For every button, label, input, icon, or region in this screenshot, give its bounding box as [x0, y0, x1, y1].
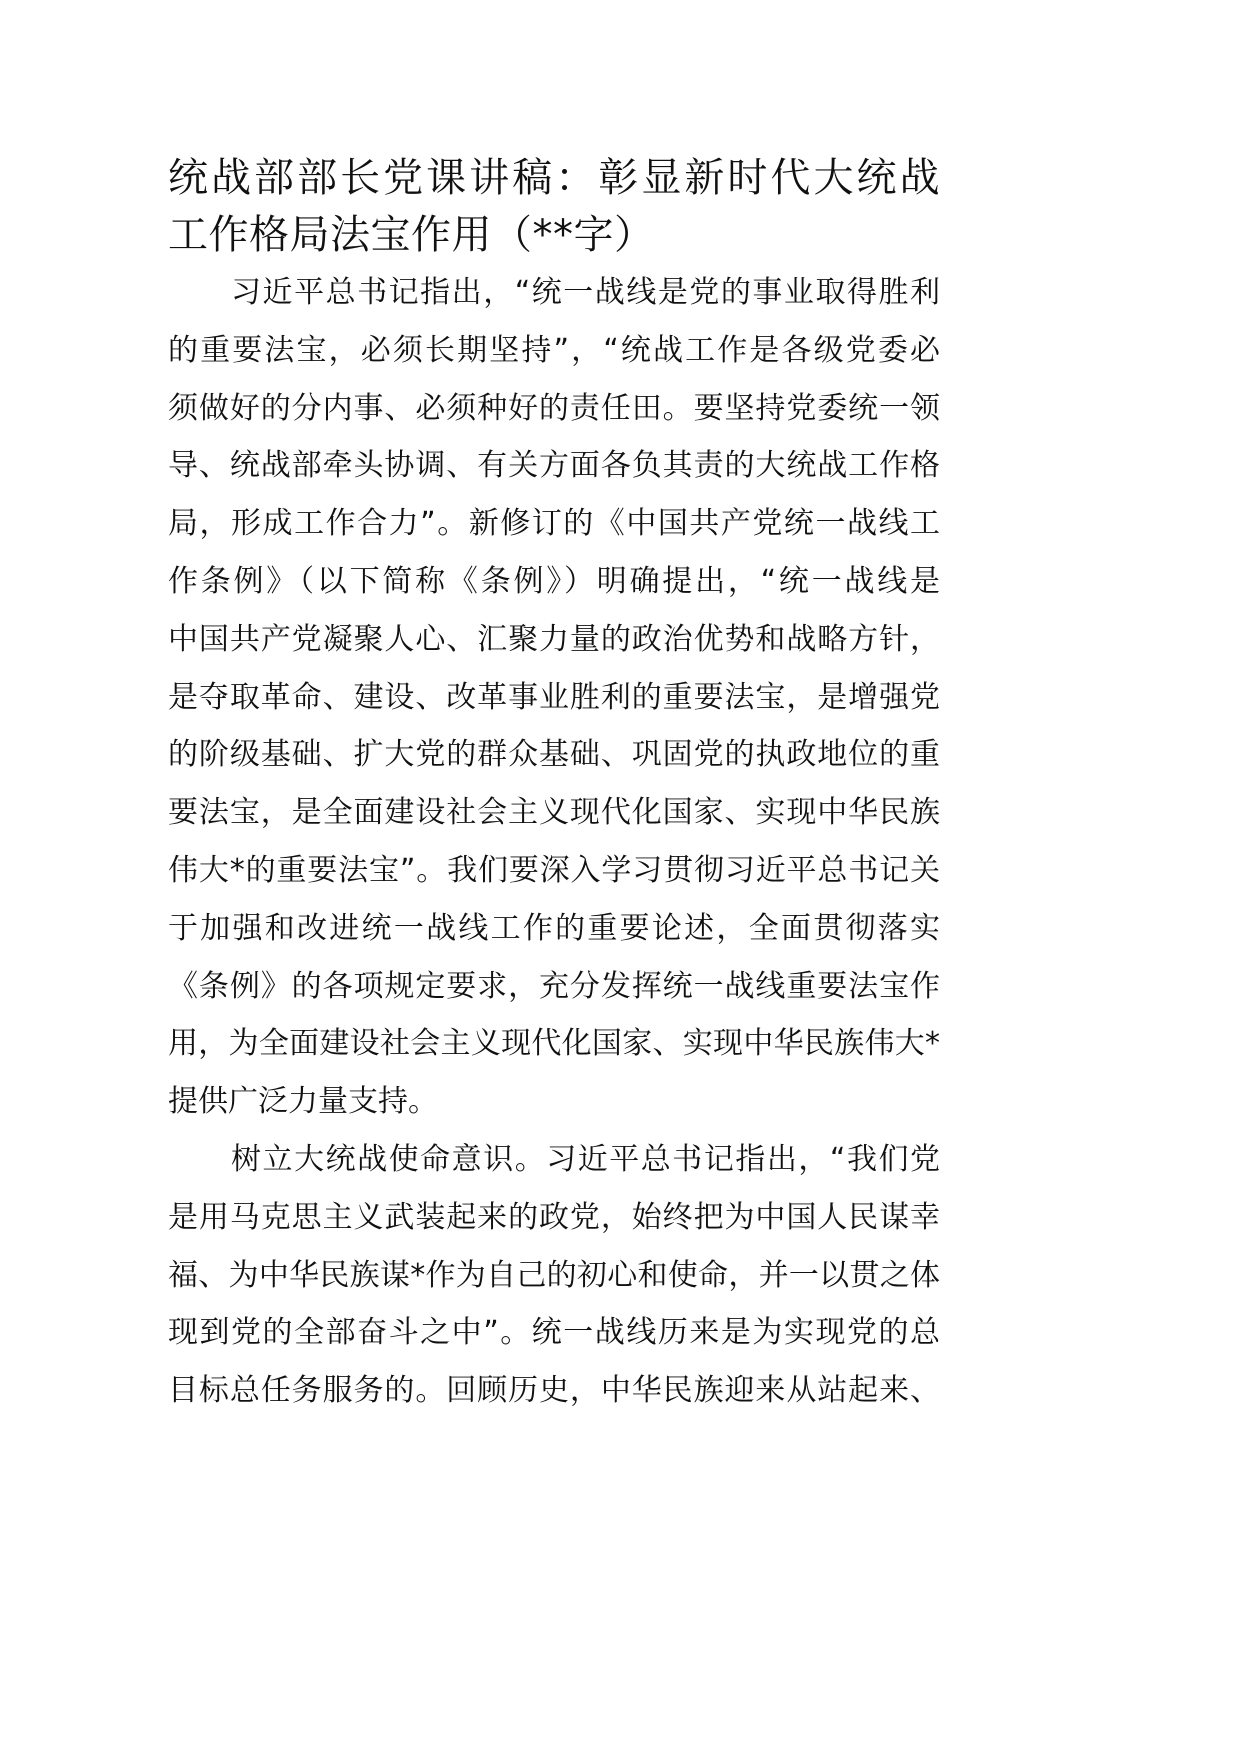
document-title: [168, 150, 940, 264]
text-line: 的阶级基础、扩大党的群众基础、巩固党的执政地位的重: [168, 737, 940, 773]
text-line: 的重要法宝，必须长期坚持”，“统战工作是各级党委必: [168, 332, 940, 368]
text-line: 《条例》的各项规定要求，充分发挥统一战线重要法宝作: [168, 968, 940, 1004]
text-line: 福、为中华民族谋*作为自己的初心和使命，并一以贯之体: [168, 1257, 940, 1293]
text-line: 于加强和改进统一战线工作的重要论述，全面贯彻落实: [168, 910, 940, 946]
text-line: 作条例》（以下简称《条例》）明确提出，“统一战线是: [168, 563, 940, 599]
text-line: 习近平总书记指出，“统一战线是党的事业取得胜利: [168, 275, 940, 310]
title-line: 工作格局法宝作用（**字）: [168, 212, 655, 258]
document-page: [168, 150, 940, 1420]
text-line: 树立大统战使命意识。习近平总书记指出，“我们党: [168, 1141, 940, 1177]
text-line: 是夺取革命、建设、改革事业胜利的重要法宝，是增强党: [168, 679, 940, 715]
text-line: 须做好的分内事、必须种好的责任田。要坚持党委统一领: [168, 390, 940, 426]
title-line: 统战部部长党课讲稿：彰显新时代大统战: [168, 155, 940, 201]
paragraph: [168, 1131, 940, 1420]
text-line: 伟大*的重要法宝”。我们要深入学习贯彻习近平总书记关: [168, 852, 940, 888]
document-body: [168, 264, 940, 1420]
text-line: 是用马克思主义武装起来的政党，始终把为中国人民谋幸: [168, 1199, 940, 1235]
text-line: 局，形成工作合力”。新修订的《中国共产党统一战线工: [168, 506, 940, 542]
paragraph: [168, 264, 940, 1131]
text-line: 导、统战部牵头协调、有关方面各负其责的大统战工作格: [168, 448, 940, 484]
text-line: 提供广泛力量支持。: [168, 1084, 438, 1120]
text-line: 目标总任务服务的。回顾历史，中华民族迎来从站起来、: [168, 1373, 940, 1409]
text-line: 要法宝，是全面建设社会主义现代化国家、实现中华民族: [168, 795, 940, 831]
text-line: 用，为全面建设社会主义现代化国家、实现中华民族伟大*: [168, 1026, 940, 1062]
text-line: 中国共产党凝聚人心、汇聚力量的政治优势和战略方针，: [168, 621, 940, 657]
text-line: 现到党的全部奋斗之中”。统一战线历来是为实现党的总: [168, 1315, 940, 1351]
